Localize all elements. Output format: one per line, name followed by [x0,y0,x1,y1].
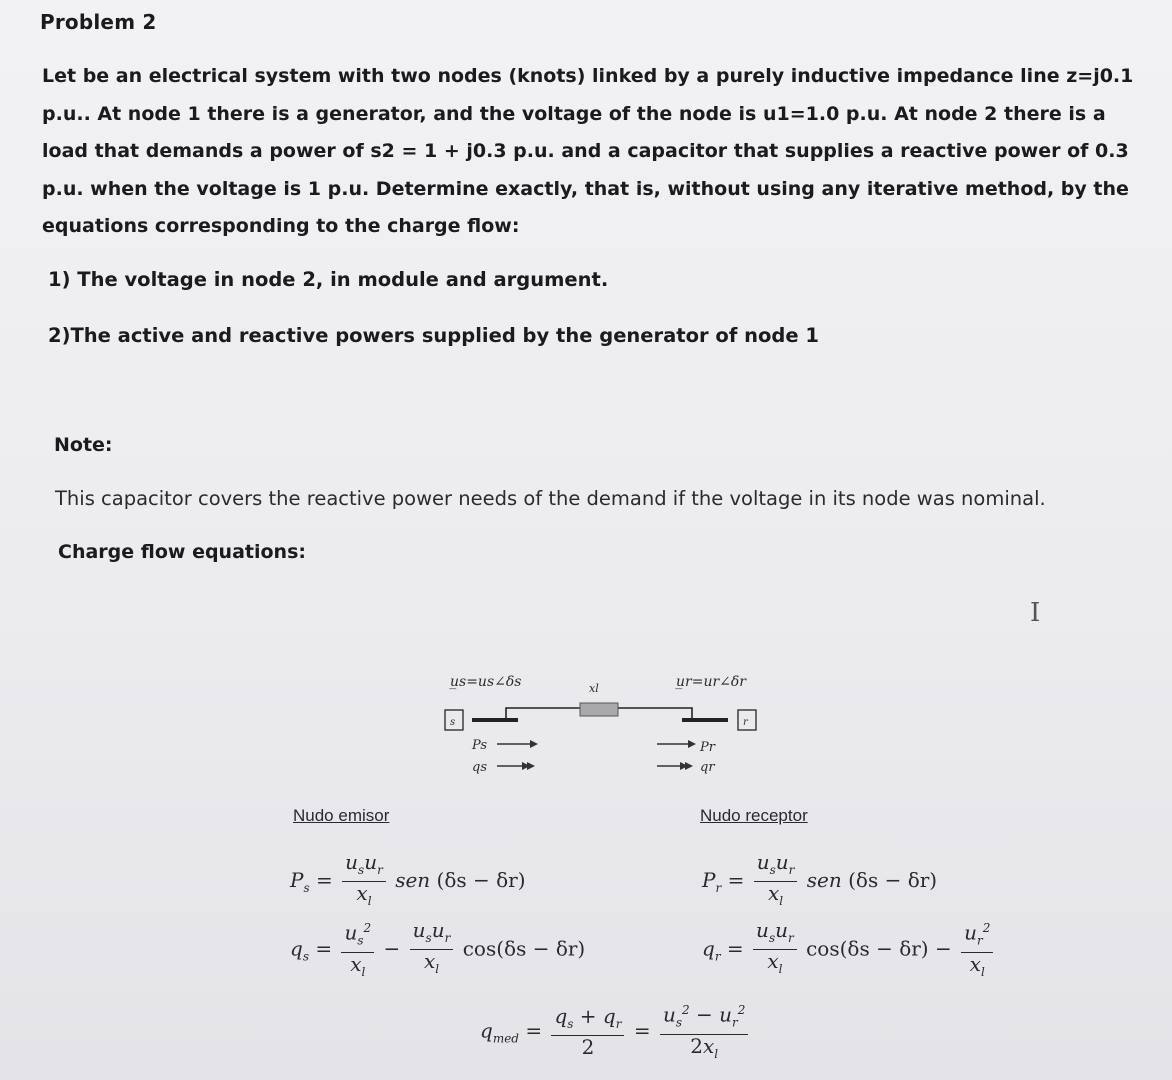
receiving-power-arrows [657,740,696,770]
statement-line-4: p.u. when the voltage is 1 p.u. Determine exactly, that is, without using any iterative method, by the [42,177,1129,200]
sending-voltage-label: u̲s=us∠δs [450,674,522,690]
receiving-node-box-letter: r [743,717,748,728]
sending-node-box-letter: s [450,717,456,728]
sending-power-arrows [497,740,538,770]
transmission-line-right [618,708,692,720]
note-body: This capacitor covers the reactive power needs of the demand if the voltage in its node was nominal. [55,487,1046,510]
equation-qs: $q_s$ = $\frac{u_s^2}{x_l}$ − $\frac{u_su_r}{x_l}$ cos(δs − δr) [290,918,586,979]
equation-qmed: $q_{med}$ = $\frac{q_s + q_r}{2}$ = $\frac{u_s^2 - u_r^2}{2x_l}$ [480,1000,751,1064]
question-1: 1) The voltage in node 2, in module and argument. [48,268,609,291]
problem-title: Problem 2 [40,10,157,34]
note-title: Note: [54,434,113,456]
angle-difference: (δs − δr) [848,868,938,892]
ps-label: Ps [472,738,488,753]
statement-line-2: p.u.. At node 1 there is a generator, and the voltage of the node is u1=1.0 p.u. At node 2 there is a [42,102,1106,125]
receiving-node-label: Nudo receptor [700,806,808,825]
line-reactance-label: xl [589,682,599,695]
pr-label: Pr [700,740,715,755]
line-impedance [580,703,618,716]
qr-label: qr [700,760,715,775]
statement-line-3: load that demands a power of s2 = 1 + j0.3 p.u. and a capacitor that supplies a reactive power of 0.3 [42,140,1129,162]
statement-line-1: Let be an electrical system with two nodes (knots) linked by a purely inductive impedance line z=j0.1 [42,65,1134,87]
qs-label: qs [472,760,487,775]
angle-difference: (δs − δr) [839,936,929,961]
cos-function: cos [462,936,497,961]
question-2: 2)The active and reactive powers supplied by the generator of node 1 [48,324,819,347]
sending-node-label: Nudo emisor [293,806,390,825]
cos-function: cos [806,936,840,961]
equation-pr: $P_r$ = $\frac{u_su_r}{x_l}$ sen (δs − δr) [702,850,938,908]
equation-ps: $P_s$ = $\frac{u_su_r}{x_l}$ sen (δs − δr) [290,850,526,908]
text-cursor-icon: I [1030,598,1041,628]
angle-difference: (δs − δr) [436,868,526,892]
sen-function: sen [395,868,431,892]
equation-qr: $q_r$ = $\frac{u_su_r}{x_l}$ cos(δs − δr) − $\frac{u_r^2}{x_l}$ [702,918,996,982]
sen-function: sen [806,868,842,892]
statement-line-5: equations corresponding to the charge flow: [42,215,520,237]
angle-difference: (δs − δr) [496,936,586,961]
charge-flow-title: Charge flow equations: [58,541,306,563]
receiving-voltage-label: u̲r=ur∠δr [676,674,746,690]
